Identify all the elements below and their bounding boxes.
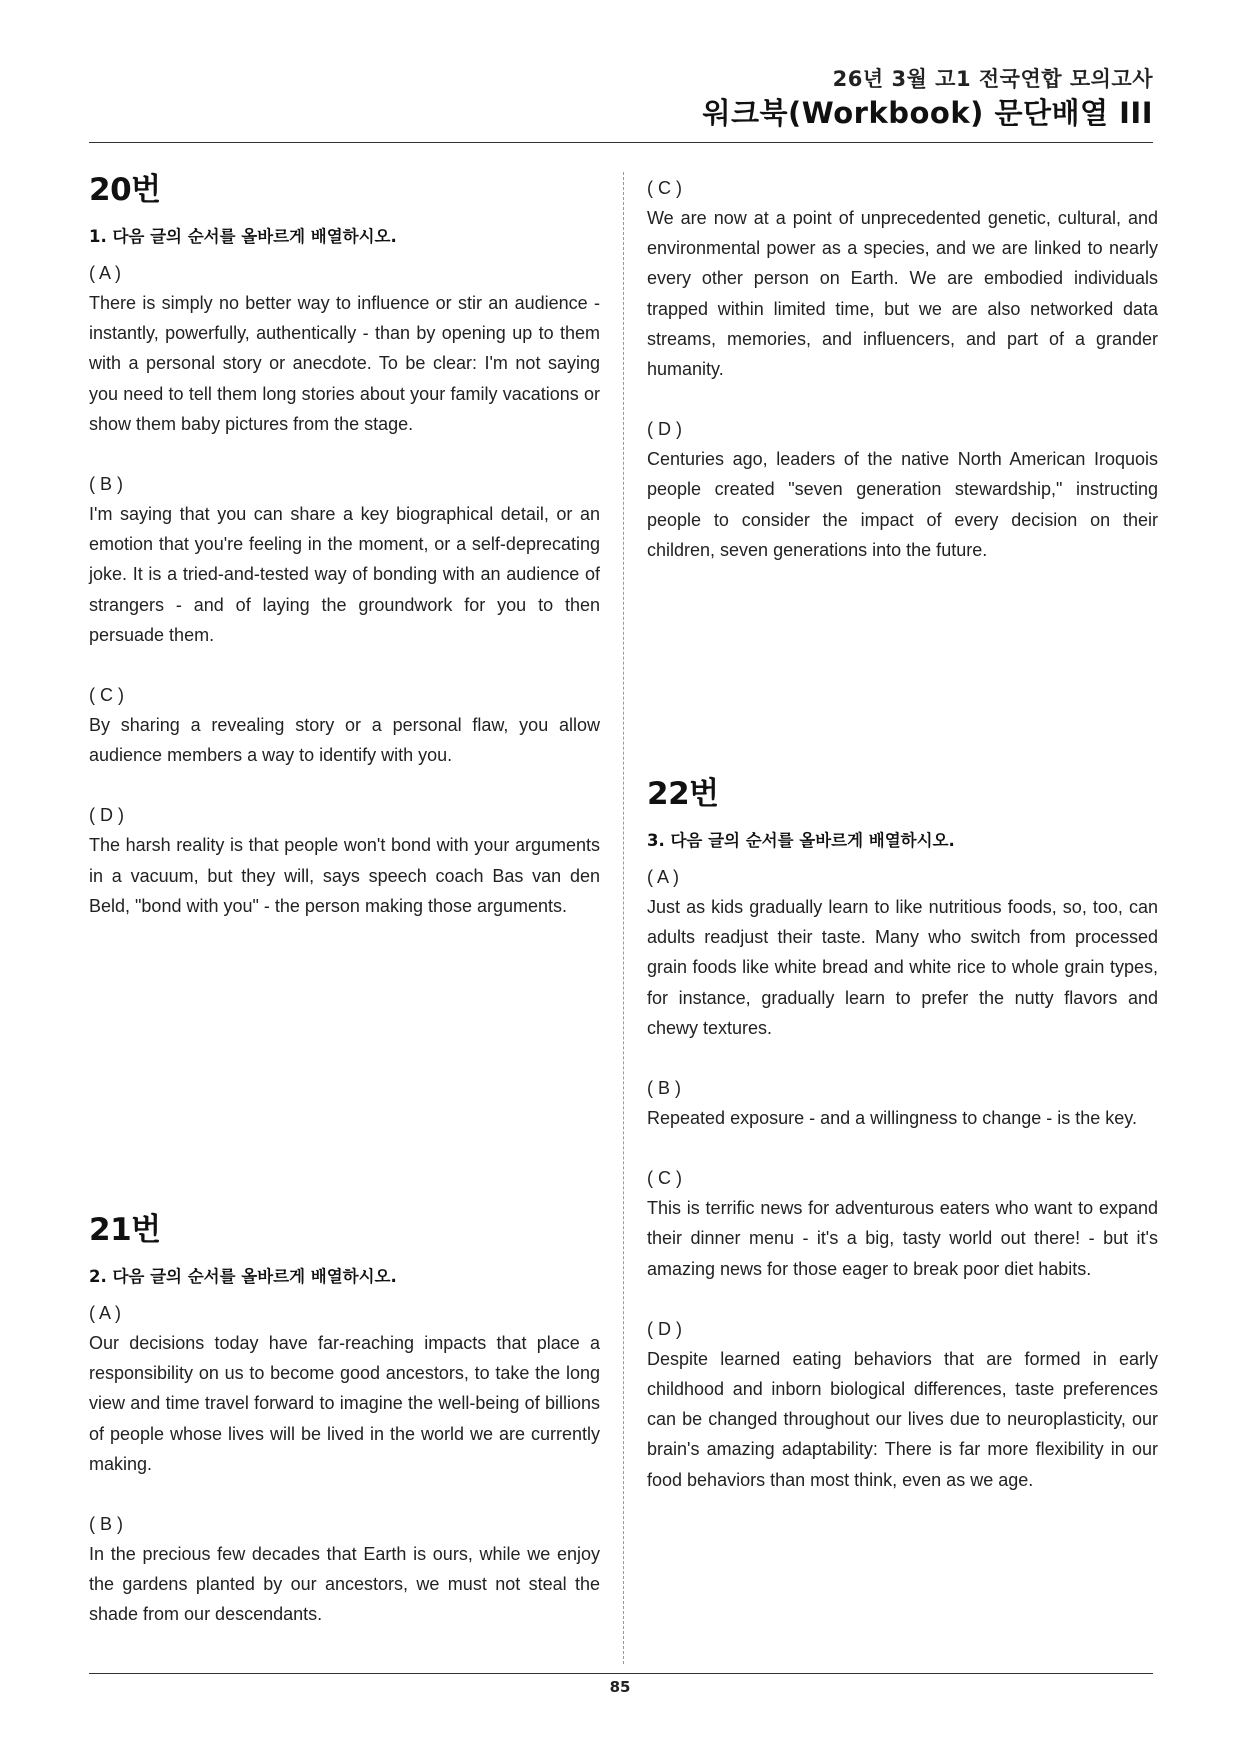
paragraph-b bbox=[647, 1073, 1158, 1133]
paragraph-text: This is terrific news for adventurous eaters who want to expand their dinner menu - it's a big, tasty world out there! - but it's amazing news for those eager to break poor diet habits. bbox=[647, 1198, 1158, 1279]
question-prompt: 1. 다음 글의 순서를 올바르게 배열하시오. bbox=[89, 227, 397, 246]
paragraph-label: ( B ) bbox=[89, 474, 123, 495]
column-divider bbox=[623, 172, 624, 1664]
paragraph-text: Our decisions today have far-reaching impacts that place a responsibility on us to become good ancestors, to take the long view and time travel forward to imagine the well-being of billions of people whose lives will be lived in the world we are currently making. bbox=[89, 1333, 600, 1474]
paragraph-label: ( D ) bbox=[647, 1318, 682, 1339]
paragraph-label: ( A ) bbox=[89, 1303, 122, 1323]
section-heading: 22번 bbox=[647, 776, 719, 812]
paragraph-label: ( A ) bbox=[89, 263, 122, 283]
paragraph-label: ( D ) bbox=[647, 419, 682, 440]
paragraph-text: By sharing a revealing story or a personal flaw, you allow audience members a way to identify with you. bbox=[89, 715, 600, 766]
paragraph-b bbox=[89, 469, 600, 650]
paragraph-text: The harsh reality is that people won't bond with your arguments in a vacuum, but they will, says speech coach Bas van den Beld, "bond with you" - the person making those arguments. bbox=[89, 835, 600, 916]
paragraph-label: ( C ) bbox=[647, 178, 682, 198]
paragraph-text: Just as kids gradually learn to like nutritious foods, so, too, can adults readjust their taste. Many who switch from processed grain foods like white bread and white rice to whole grain types, for instance, gradually learn to prefer the nutty flavors and chewy textures. bbox=[647, 897, 1158, 1038]
question-prompt: 2. 다음 글의 순서를 올바르게 배열하시오. bbox=[89, 1267, 397, 1286]
paragraph-a bbox=[647, 862, 1158, 1043]
paragraph-label: ( C ) bbox=[89, 685, 124, 706]
section-heading: 20번 bbox=[89, 172, 161, 208]
paragraph-label: ( D ) bbox=[89, 805, 124, 826]
paragraph-text: I'm saying that you can share a key biographical detail, or an emotion that you're feeling in the moment, or a self-deprecating joke. It is a tried-and-tested way of bonding with an audience of strangers - and of laying the groundwork for you to then persuade them. bbox=[89, 504, 600, 645]
question-prompt: 3. 다음 글의 순서를 올바르게 배열하시오. bbox=[647, 831, 955, 850]
paragraph-text: Despite learned eating behaviors that are formed in early childhood and inborn biological differences, taste preferences can be changed throughout our lives due to neuroplasticity, our brain's amazing adaptability: There is far more flexibility in our food behaviors than most think, even as we age. bbox=[647, 1348, 1158, 1490]
paragraph-label: ( A ) bbox=[647, 867, 680, 887]
paragraph-label: ( B ) bbox=[647, 1078, 681, 1099]
paragraph-text: In the precious few decades that Earth is ours, while we enjoy the gardens planted by our ancestors, we must not steal the shade from our descendants. bbox=[89, 1544, 600, 1625]
workbook-title: 워크북(Workbook) 문단배열 III bbox=[702, 96, 1153, 130]
paragraph-d bbox=[89, 800, 600, 921]
exam-subtitle: 26년 3월 고1 전국연합 모의고사 bbox=[832, 67, 1153, 91]
footer-rule bbox=[89, 1673, 1153, 1674]
section-20 bbox=[89, 170, 600, 921]
paragraph-a bbox=[89, 1298, 600, 1479]
paragraph-text: Centuries ago, leaders of the native North American Iroquois people created "seven generation stewardship," instructing people to consider the impact of every decision on their children, seven generations into the future. bbox=[647, 449, 1158, 560]
section-21-continued bbox=[647, 173, 1158, 565]
section-22 bbox=[647, 774, 1158, 1495]
page-number: 85 bbox=[609, 1678, 631, 1696]
paragraph-b bbox=[89, 1509, 600, 1630]
section-heading: 21번 bbox=[89, 1212, 161, 1248]
paragraph-c bbox=[647, 1163, 1158, 1284]
paragraph-d bbox=[647, 1314, 1158, 1495]
paragraph-text: Repeated exposure - and a willingness to change - is the key. bbox=[647, 1108, 1137, 1129]
paragraph-label: ( C ) bbox=[647, 1168, 682, 1189]
paragraph-c bbox=[647, 173, 1158, 384]
section-21 bbox=[89, 1210, 600, 1630]
paragraph-text: We are now at a point of unprecedented genetic, cultural, and environmental power as a species, and we are linked to nearly every other person on Earth. We are embodied individuals trapped within limited time, but we are also networked data streams, memories, and influencers, and part of a grander humanity. bbox=[647, 208, 1158, 380]
page-header bbox=[89, 66, 1153, 132]
paragraph-a bbox=[89, 258, 600, 439]
header-rule bbox=[89, 142, 1153, 143]
paragraph-c bbox=[89, 680, 600, 770]
paragraph-text: There is simply no better way to influence or stir an audience - instantly, powerfully, authentically - than by opening up to them with a personal story or anecdote. To be clear: I'm not saying you need to tell them long stories about your family vacations or show them baby pictures from the stage. bbox=[89, 293, 600, 434]
paragraph-d bbox=[647, 414, 1158, 565]
paragraph-label: ( B ) bbox=[89, 1514, 123, 1535]
